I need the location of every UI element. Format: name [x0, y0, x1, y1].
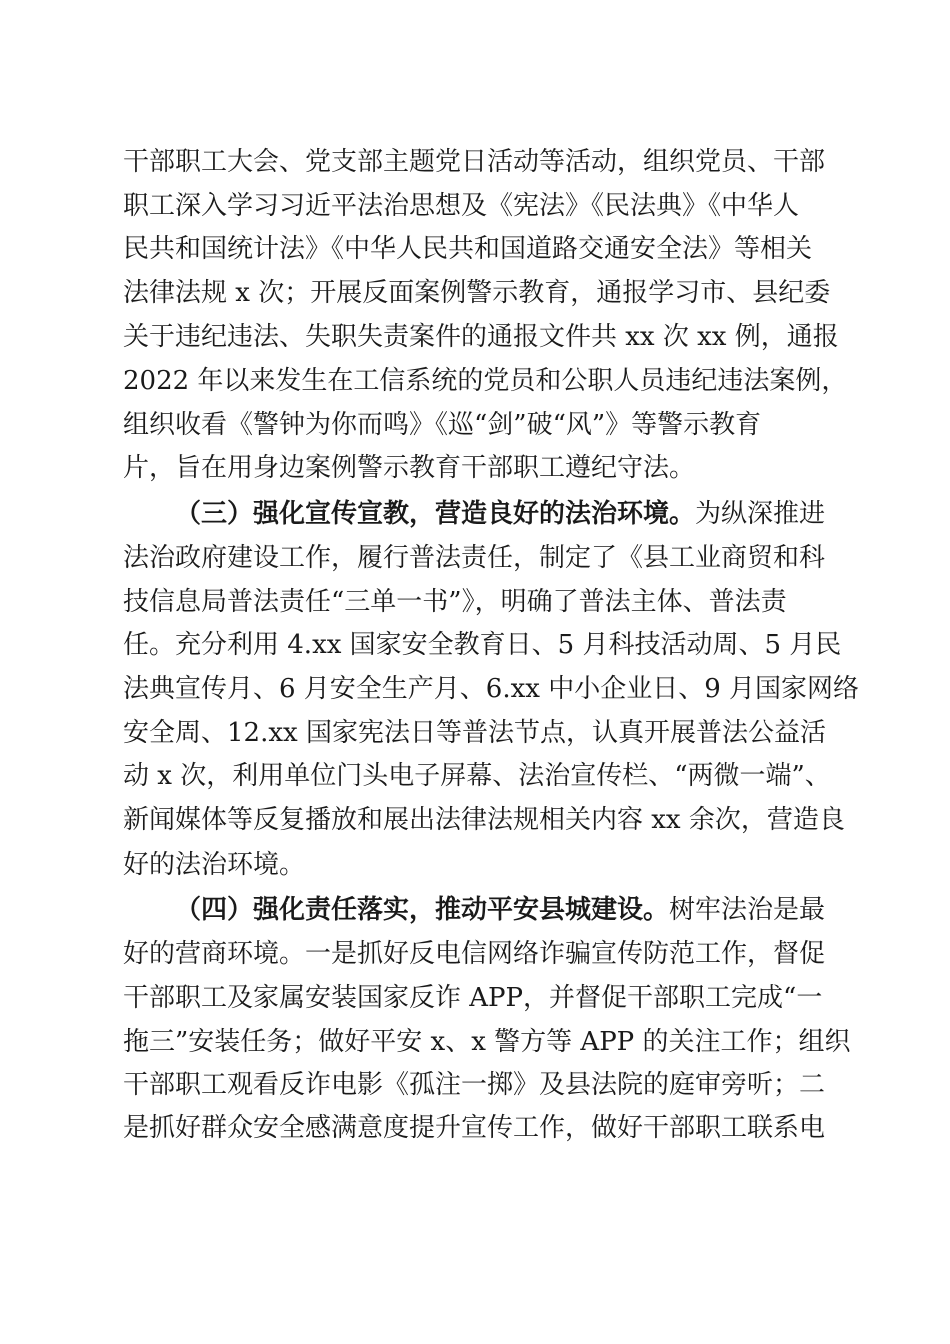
- body-line: 新闻媒体等反复播放和展出法律法规相关内容 xx 余次，营造良: [123, 805, 845, 835]
- body-line: 关于违纪违法、失职失责案件的通报文件共 xx 次 xx 例，通报: [123, 322, 839, 352]
- body-line: 好的法治环境。: [123, 850, 306, 880]
- body-line: 好的营商环境。一是抓好反电信网络诈骗宣传防范工作，督促: [123, 939, 826, 969]
- section-3-heading: （三）强化宣传宣教，营造良好的法治环境。: [175, 499, 696, 529]
- body-line: 是抓好群众安全感满意度提升宣传工作，做好干部职工联系电: [123, 1113, 826, 1143]
- body-line: 组织收看《警钟为你而鸣》《巡“剑”破“风”》等警示教育: [123, 410, 762, 440]
- body-line: 2022 年以来发生在工信系统的党员和公职人员违纪违法案例，: [123, 366, 848, 396]
- body-line: 拖三”安装任务；做好平安 x、x 警方等 APP 的关注工作；组织: [123, 1027, 851, 1057]
- body-line: 安全周、12.xx 国家宪法日等普法节点，认真开展普法公益活: [123, 718, 826, 748]
- section-3-first-line: [175, 492, 950, 536]
- body-line: 民共和国统计法》《中华人民共和国道路交通安全法》等相关: [123, 234, 813, 264]
- body-line: 法治政府建设工作，履行普法责任，制定了《县工业商贸和科: [123, 543, 826, 573]
- body-line: 动 x 次，利用单位门头电子屏幕、法治宣传栏、“两微一端”、: [123, 761, 831, 791]
- body-line: 干部职工大会、党支部主题党日活动等活动，组织党员、干部: [123, 147, 826, 177]
- body-line: 法律法规 x 次；开展反面案例警示教育，通报学习市、县纪委: [123, 278, 831, 308]
- section-4-first-line: [175, 888, 950, 932]
- section-4-heading: （四）强化责任落实，推动平安县城建设。: [175, 895, 670, 925]
- body-line: 技信息局普法责任“三单一书”》，明确了普法主体、普法责: [123, 587, 787, 617]
- section-4-text: 树牢法治是最: [669, 895, 826, 925]
- body-line: 法典宣传月、6 月安全生产月、6.xx 中小企业日、9 月国家网络: [123, 674, 860, 704]
- body-line: 干部职工观看反诈电影《孤注一掷》及县法院的庭审旁听；二: [123, 1070, 826, 1100]
- section-3-text: 为纵深推进: [695, 499, 826, 529]
- body-line: 干部职工及家属安装国家反诈 APP，并督促干部职工完成“一: [123, 983, 823, 1013]
- body-line: 任。充分利用 4.xx 国家安全教育日、5 月科技活动周、5 月民: [123, 630, 842, 660]
- body-line: 片，旨在用身边案例警示教育干部职工遵纪守法。: [123, 453, 696, 483]
- body-line: 职工深入学习习近平法治思想及《宪法》《民法典》《中华人: [123, 191, 800, 221]
